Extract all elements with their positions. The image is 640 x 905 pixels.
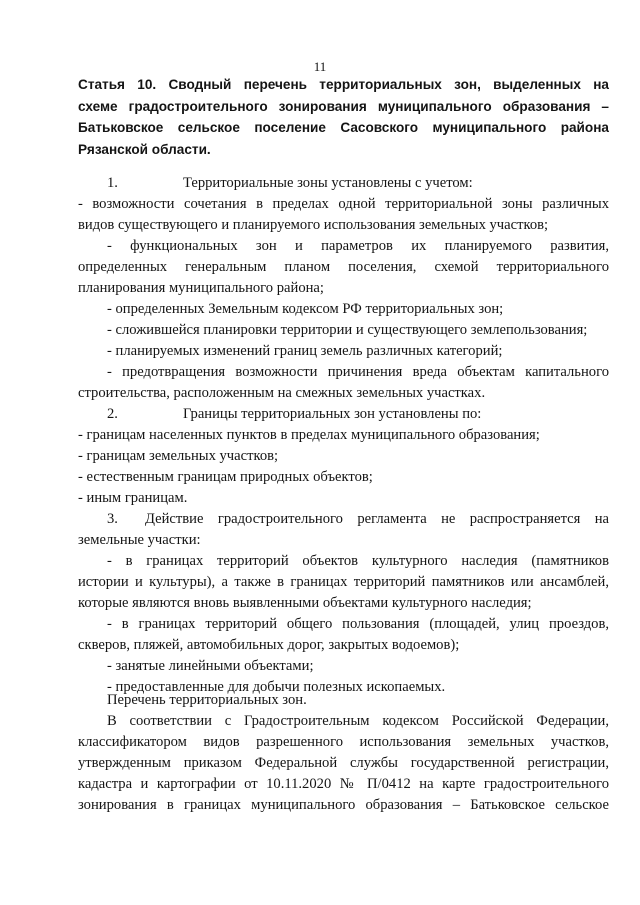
paragraph-line: строительства, расположенным на смежных земельных участках. bbox=[78, 385, 486, 401]
list-heading: Перечень территориальных зон. bbox=[107, 692, 307, 708]
paragraph-line: - предоставленные для добычи полезных ископаемых. bbox=[107, 679, 446, 695]
paragraph-line: утвержденным приказом Федеральной службы государственной регистрации, bbox=[78, 755, 609, 771]
paragraph-line: - планируемых изменений границ земель различных категорий; bbox=[107, 343, 503, 359]
paragraph-line: планирования муниципального района; bbox=[78, 280, 324, 296]
paragraph-line: - предотвращения возможности причинения вреда объектам капитального bbox=[107, 364, 609, 380]
paragraph-line: - в границах территорий общего пользования (площадей, улиц проездов, bbox=[107, 616, 609, 632]
paragraph-line: земельные участки: bbox=[78, 532, 201, 548]
section-2-title-line bbox=[78, 404, 609, 425]
heading-line: Статья 10. Сводный перечень территориальных зон, выделенных на bbox=[78, 77, 609, 92]
paragraph-line: кадастра и картографии от 10.11.2020 № П/0412 на карте градостроительного bbox=[78, 776, 609, 792]
section-3 bbox=[78, 509, 609, 698]
paragraph-line: определенных генеральным планом поселения, схемой территориального bbox=[78, 259, 609, 275]
section-1-title-line bbox=[78, 173, 609, 194]
section-1-number: 1. bbox=[107, 175, 118, 191]
section-2-title: Границы территориальных зон установлены по: bbox=[183, 406, 482, 422]
paragraph-line: В соответствии с Градостроительным кодексом Российской Федерации, bbox=[107, 713, 609, 729]
paragraph-line: скверов, пляжей, автомобильных дорог, закрытых водоемов); bbox=[78, 637, 460, 653]
section-3-number: 3. bbox=[107, 511, 118, 527]
paragraph-line: - функциональных зон и параметров их планируемого развития, bbox=[107, 238, 609, 254]
heading-line: Рязанской области. bbox=[78, 141, 211, 157]
heading-line: схеме градостроительного зонирования муниципального образования – bbox=[78, 98, 609, 114]
section-3-title-line bbox=[78, 509, 609, 530]
paragraph-line: которые являются вновь выявленными объектами культурного наследия; bbox=[78, 595, 532, 611]
paragraph-line: - сложившейся планировки территории и существующего землепользования; bbox=[107, 322, 588, 338]
paragraph-line: - иным границам. bbox=[78, 490, 188, 506]
section-2-number: 2. bbox=[107, 406, 118, 422]
paragraph-line: - границам земельных участков; bbox=[78, 448, 279, 464]
paragraph-line: классификатором видов разрешенного использования земельных участков, bbox=[78, 734, 609, 750]
section-1-title: Территориальные зоны установлены с учетом: bbox=[183, 175, 473, 191]
page-number: 11 bbox=[313, 59, 327, 74]
paragraph-line: - занятые линейными объектами; bbox=[107, 658, 314, 674]
paragraph-line: - определенных Земельным кодексом РФ территориальных зон; bbox=[107, 301, 504, 317]
paragraph-line: - границам населенных пунктов в пределах муниципального образования; bbox=[78, 427, 540, 443]
section-3-title: Действие градостроительного регламента не распространяется на bbox=[145, 511, 609, 527]
heading-line: Батьковское сельское поселение Сасовского муниципального района bbox=[78, 120, 609, 135]
section-2 bbox=[78, 404, 609, 509]
paragraph-line: - естественным границам природных объектов; bbox=[78, 469, 373, 485]
article-heading bbox=[78, 74, 609, 160]
paragraph-line: видов существующего и планируемого использования земельных участков; bbox=[78, 217, 549, 233]
paragraph-line: истории и культуры), а также в границах территорий памятников или ансамблей, bbox=[78, 574, 609, 590]
section-1 bbox=[78, 173, 609, 404]
paragraph-line: - в границах территорий объектов культурного наследия (памятников bbox=[107, 553, 609, 569]
zones-list-section bbox=[78, 690, 609, 816]
paragraph-line: - возможности сочетания в пределах одной территориальной зоны различных bbox=[78, 196, 609, 212]
paragraph-line: зонирования в границах муниципального образования – Батьковское сельское bbox=[78, 797, 609, 813]
